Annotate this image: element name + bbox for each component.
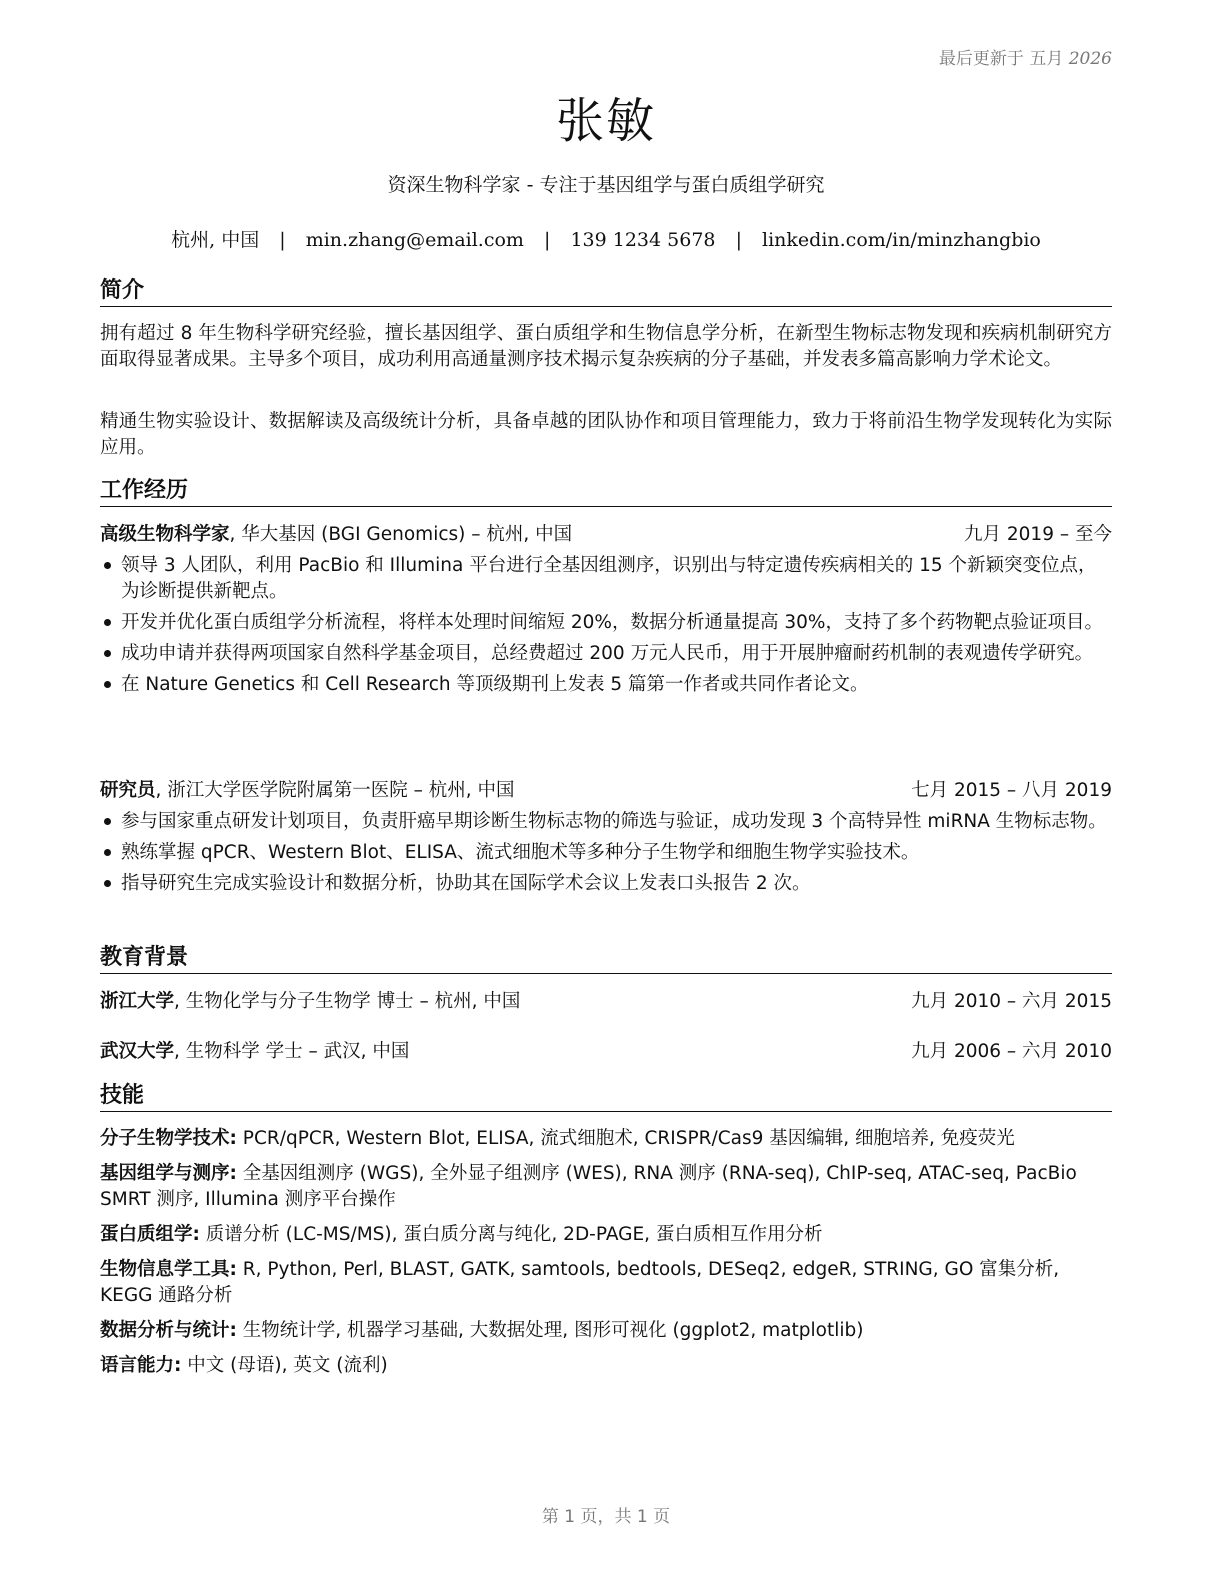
skill-value: 质谱分析 (LC-MS/MS), 蛋白质分离与纯化, 2D-PAGE, 蛋白质相互作用分析 [199, 1224, 823, 1245]
skill-label: 生物信息学工具: [100, 1259, 237, 1280]
contact-line [100, 225, 1112, 252]
page-number: 第 1 页，共 1 页 [541, 1507, 671, 1527]
job-dates: 九月 2019 – 至今 [964, 524, 1112, 545]
education-dates: 九月 2006 – 六月 2010 [911, 1041, 1112, 1062]
contact-separator: | [735, 229, 742, 251]
job-org: , 浙江大学医学院附属第一医院 – 杭州, 中国 [155, 780, 515, 801]
job-bullets [100, 553, 1112, 703]
degree-detail: , 生物科学 学士 – 武汉, 中国 [174, 1041, 410, 1062]
skill-label: 语言能力: [100, 1355, 182, 1376]
last-updated [939, 44, 1112, 69]
list-item: 领导 3 人团队，利用 PacBio 和 Illumina 平台进行全基因组测序，识别出与特定遗传疾病相关的 15 个新颖突变位点，为诊断提供新靶点。 [100, 553, 1112, 605]
skill-value: 生物统计学, 机器学习基础, 大数据处理, 图形可视化 (ggplot2, matplotlib) [236, 1320, 864, 1341]
job-title: 高级生物科学家 [100, 524, 230, 545]
contact-separator: | [279, 229, 286, 251]
school-name: 武汉大学 [100, 1041, 175, 1062]
list-item: 开发并优化蛋白质组学分析流程，将样本处理时间缩短 20%，数据分析通量提高 30%，支持了多个药物靶点验证项目。 [100, 610, 1112, 636]
contact-phone: 139 1234 5678 [570, 229, 716, 251]
skill-label: 分子生物学技术: [100, 1128, 237, 1149]
section-title-summary: 简介 [100, 278, 1112, 307]
contact-email[interactable]: min.zhang@email.com [305, 229, 524, 251]
skill-line [100, 1318, 1112, 1344]
section-title-education: 教育背景 [100, 945, 1112, 974]
education-entry [100, 1039, 1112, 1065]
skill-value: PCR/qPCR, Western Blot, ELISA, 流式细胞术, CRISPR/Cas9 基因编辑, 细胞培养, 免疫荧光 [236, 1128, 1015, 1149]
skill-label: 蛋白质组学: [100, 1224, 200, 1245]
job-title: 研究员 [100, 780, 156, 801]
job-dates: 七月 2015 – 八月 2019 [911, 780, 1112, 801]
candidate-name: 张敏 [555, 93, 656, 149]
job-heading [100, 778, 1112, 804]
last-updated-label: 最后更新于 五月 [938, 49, 1064, 69]
skill-value: 中文 (母语), 英文 (流利) [181, 1355, 388, 1376]
summary-paragraph: 拥有超过 8 年生物科学研究经验，擅长基因组学、蛋白质组学和生物信息学分析，在新型生物标志物发现和疾病机制研究方面取得显著成果。主导多个项目，成功利用高通量测序技术揭示复杂疾病的分子基础，并发表多篇高影响力学术论文。 [100, 323, 1112, 370]
job-org: , 华大基因 (BGI Genomics) – 杭州, 中国 [229, 524, 573, 545]
skill-value: R, Python, Perl, BLAST, GATK, samtools, bedtools, DESeq2, edgeR, STRING, GO 富集分析, KEGG 通路分析 [100, 1259, 1060, 1306]
resume-page [100, 0, 1112, 1584]
skill-label: 数据分析与统计: [100, 1320, 237, 1341]
summary-paragraph: 精通生物实验设计、数据解读及高级统计分析，具备卓越的团队协作和项目管理能力，致力于将前沿生物学发现转化为实际应用。 [100, 411, 1112, 458]
contact-location: 杭州, 中国 [171, 229, 260, 251]
list-item: 熟练掌握 qPCR、Western Blot、ELISA、流式细胞术等多种分子生物学和细胞生物学实验技术。 [100, 840, 1112, 866]
contact-separator: | [544, 229, 551, 251]
skill-label: 基因组学与测序: [100, 1163, 237, 1184]
skill-line [100, 1126, 1112, 1152]
job-bullets [100, 809, 1112, 902]
list-item: 参与国家重点研发计划项目，负责肝癌早期诊断生物标志物的筛选与验证，成功发现 3 个高特异性 miRNA 生物标志物。 [100, 809, 1112, 835]
last-updated-year: 2026 [1068, 49, 1112, 69]
school-name: 浙江大学 [100, 991, 175, 1012]
skill-line [100, 1257, 1112, 1309]
candidate-subtitle: 资深生物科学家 - 专注于基因组学与蛋白质组学研究 [387, 174, 825, 196]
education-dates: 九月 2010 – 六月 2015 [911, 991, 1112, 1012]
contact-linkedin[interactable]: linkedin.com/in/minzhangbio [762, 229, 1041, 251]
list-item: 指导研究生完成实验设计和数据分析，协助其在国际学术会议上发表口头报告 2 次。 [100, 871, 1112, 897]
list-item: 在 Nature Genetics 和 Cell Research 等顶级期刊上发表 5 篇第一作者或共同作者论文。 [100, 672, 1112, 698]
list-item: 成功申请并获得两项国家自然科学基金项目，总经费超过 200 万元人民币，用于开展肿瘤耐药机制的表观遗传学研究。 [100, 641, 1112, 667]
degree-detail: , 生物化学与分子生物学 博士 – 杭州, 中国 [174, 991, 521, 1012]
job-heading [100, 522, 1112, 548]
skill-line [100, 1353, 1112, 1379]
section-title-skills: 技能 [100, 1083, 1112, 1112]
skill-value: 全基因组测序 (WGS), 全外显子组测序 (WES), RNA 测序 (RNA-seq), ChIP-seq, ATAC-seq, PacBio SMRT 测序, Illumina 测序平台操作 [100, 1163, 1077, 1210]
education-entry [100, 989, 1112, 1015]
skill-line [100, 1222, 1112, 1248]
section-title-experience: 工作经历 [100, 478, 1112, 507]
skill-line [100, 1161, 1112, 1213]
